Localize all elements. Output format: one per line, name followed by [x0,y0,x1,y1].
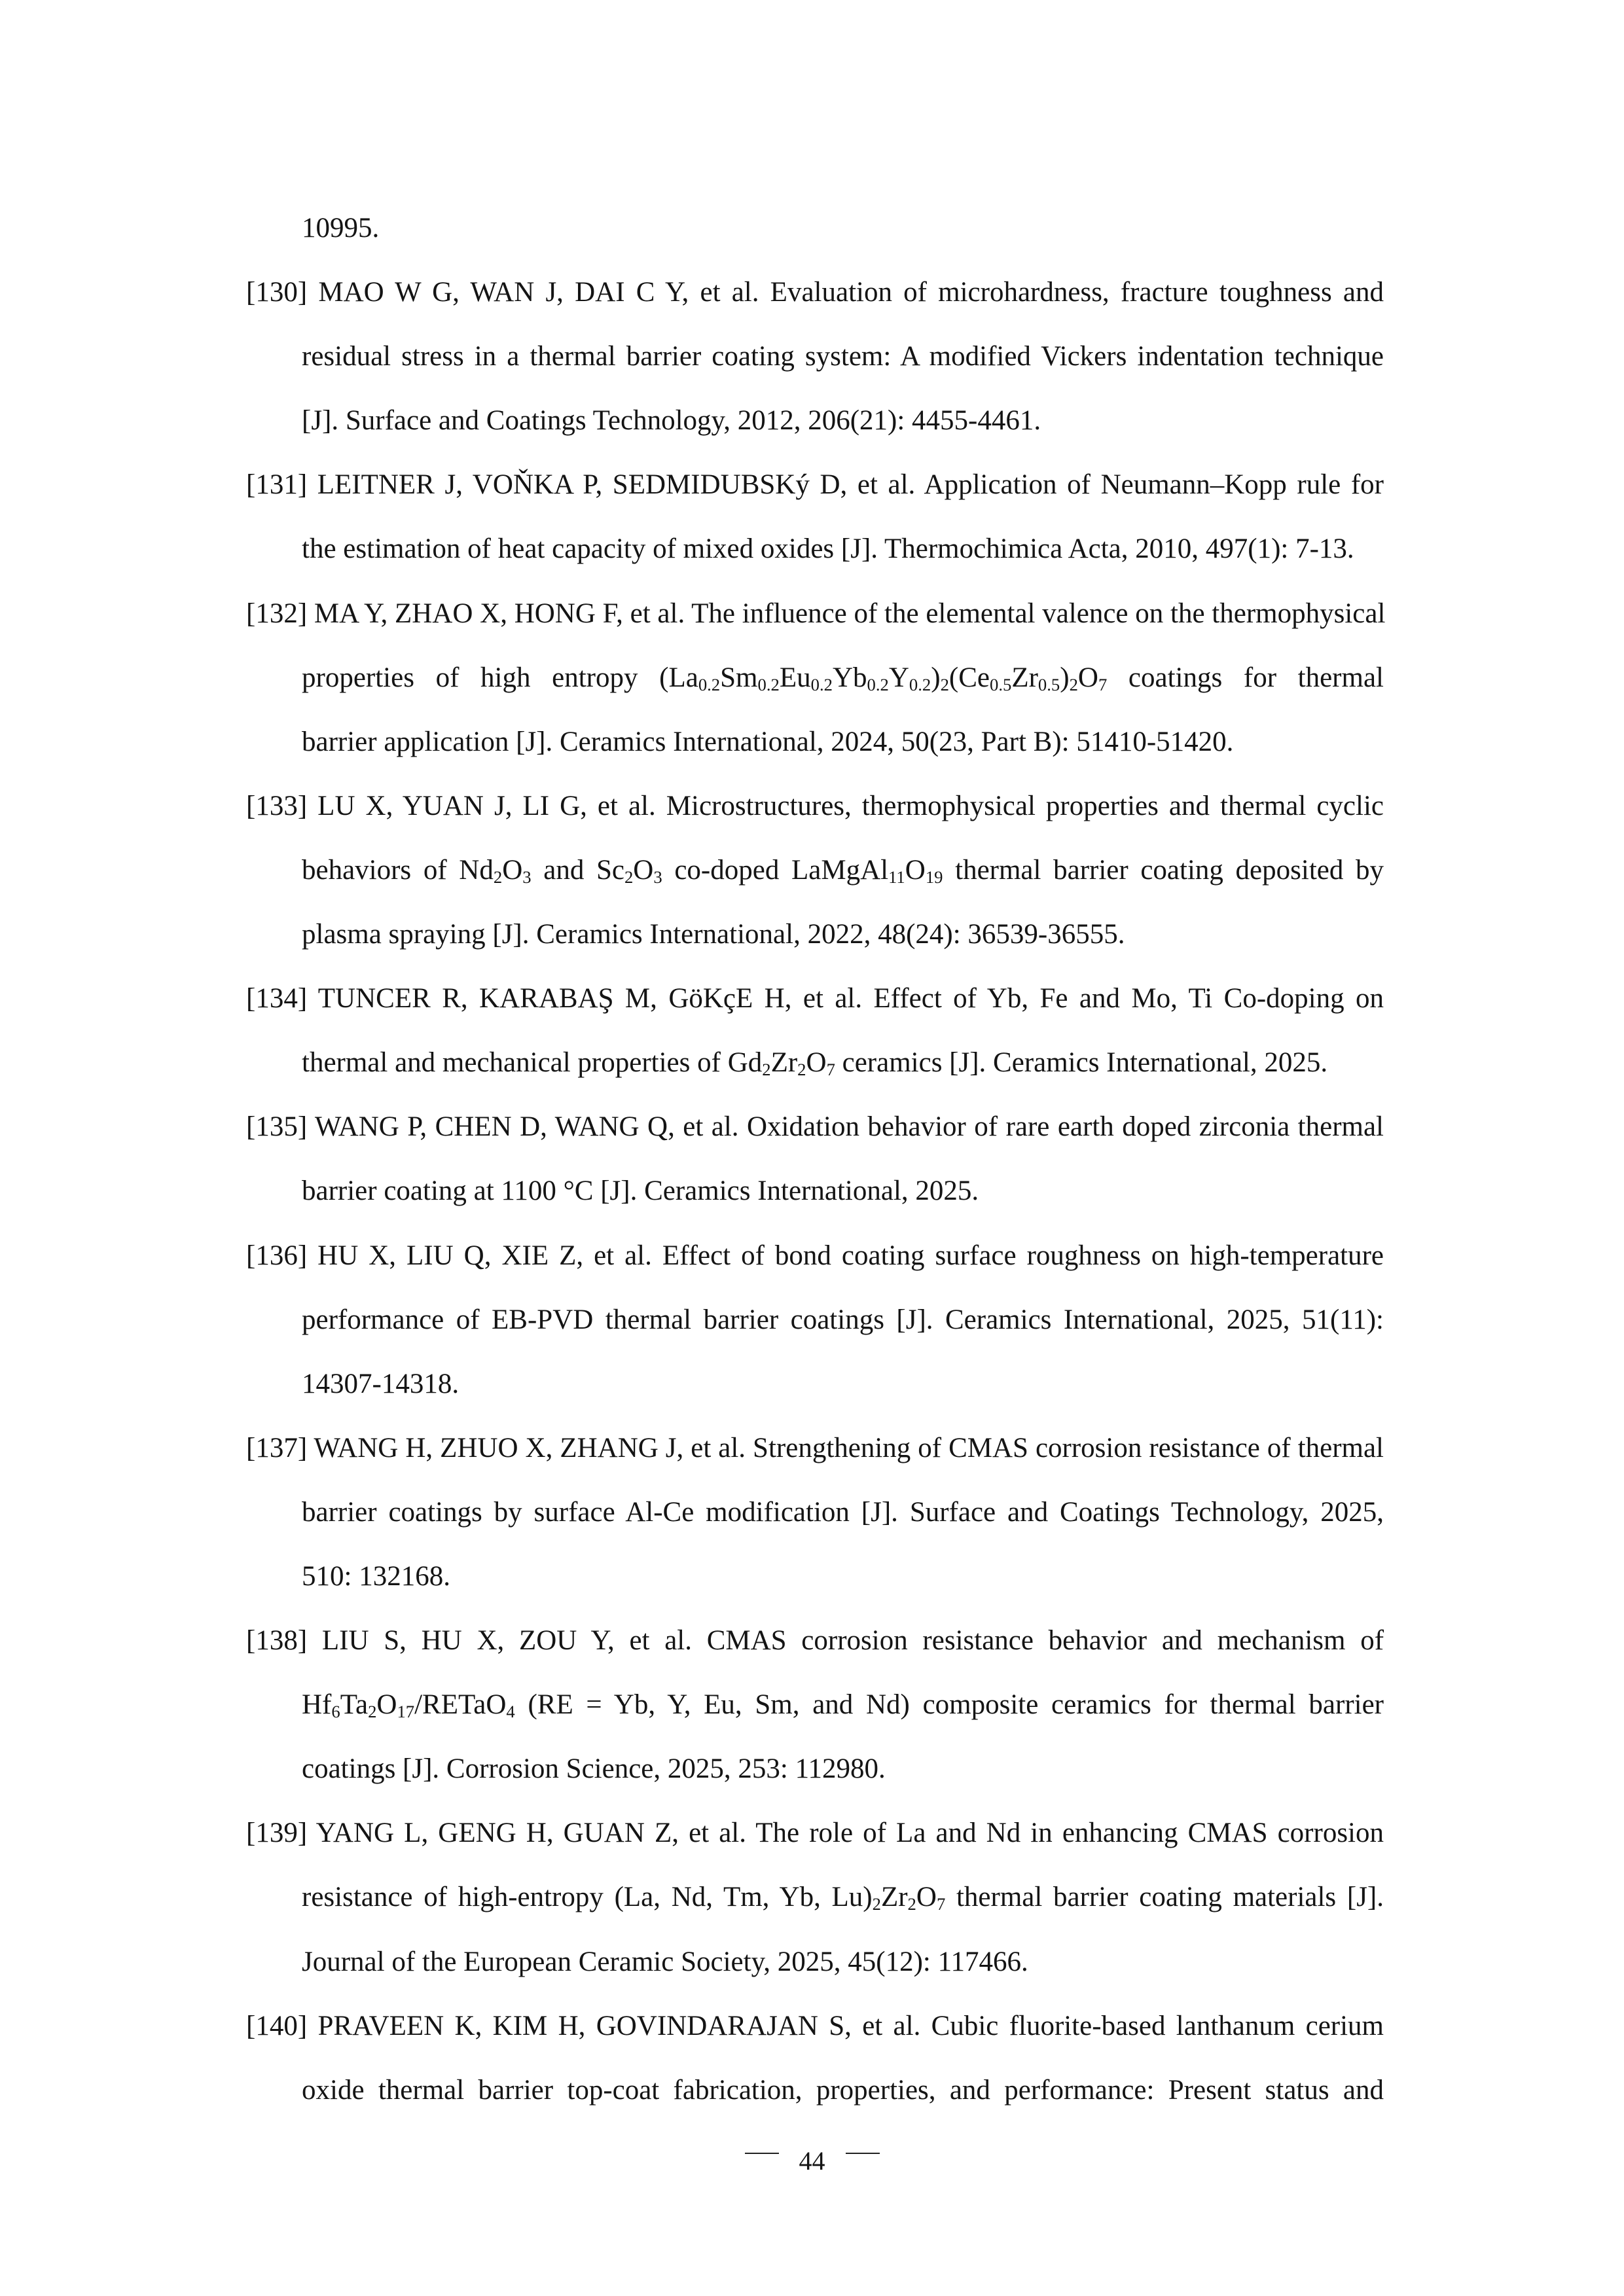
reference-list [246,196,1384,2123]
reference-text: plasma spraying [J]. Ceramics International, 2022, 48(24): 36539-36555. [302,919,1125,950]
reference-text: barrier coatings by surface Al-Ce modification [J]. Surface and Coatings Technology, 2025, [302,1496,1384,1528]
reference-entry [246,582,1384,774]
reference-text: thermal and mechanical properties of Gd [302,1047,763,1079]
reference-text: O [916,1882,937,1913]
reference-text: ) [931,662,941,693]
reference-line [246,582,1384,646]
reference-text: Sm [720,662,758,693]
subscript-text: 7 [1098,674,1108,694]
reference-label: [131] [246,469,308,501]
reference-text: 14307-14318. [302,1368,460,1399]
reference-line [246,838,1384,903]
reference-line [246,1416,1384,1480]
reference-text: WANG P, CHEN D, WANG Q, et al. Oxidation behavior of rare earth doped zirconia thermal [314,1111,1384,1143]
reference-text: ceramics [J]. Ceramics International, 2025. [835,1047,1328,1079]
subscript-text: 11 [888,867,905,887]
page-number: 44 [799,2146,825,2176]
reference-text: LU X, YUAN J, LI G, et al. Microstructures, thermophysical properties and thermal cyclic [317,790,1384,821]
subscript-text: 7 [936,1894,946,1914]
reference-line [246,1095,1384,1159]
page-number-dash-left [745,2153,779,2154]
reference-text: 10995. [302,213,380,243]
reference-line [246,1994,1384,2058]
subscript-text: 2 [1069,674,1078,694]
reference-label: [137] [246,1432,308,1463]
reference-text: coatings [J]. Corrosion Science, 2025, 253: 112980. [302,1753,886,1785]
reference-label: [135] [246,1111,308,1143]
reference-line [246,260,1384,325]
reference-line [246,1159,1384,1223]
reference-text: O [633,854,654,886]
reference-line [246,325,1384,389]
reference-entry [246,1994,1384,2123]
reference-line [246,710,1384,774]
reference-label: [139] [246,1818,308,1849]
subscript-text: 0.5 [1038,674,1060,694]
reference-label: [136] [246,1240,308,1271]
reference-text: Ta [340,1689,369,1721]
reference-text: Eu [779,662,811,693]
reference-text: (Ce [948,662,990,693]
page-footer [0,2145,1624,2178]
reference-line [246,967,1384,1031]
reference-text: Zr [770,1047,798,1079]
reference-text: Zr [1011,662,1038,693]
reference-text: PRAVEEN K, KIM H, GOVINDARAJAN S, et al. Cubic fluorite-based lanthanum cerium [317,2010,1384,2041]
subscript-text: 2 [368,1702,377,1722]
reference-text: /RETaO [414,1689,507,1721]
reference-text: LEITNER J, VOŇKA P, SEDMIDUBSKý D, et al. Application of Neumann–Kopp rule for [317,469,1384,501]
reference-text: 510: 132168. [302,1560,450,1592]
reference-entry [246,1609,1384,1801]
reference-line [246,1224,1384,1288]
reference-line [246,1930,1384,1994]
reference-text: LIU S, HU X, ZOU Y, et al. CMAS corrosion resistance behavior and mechanism of [321,1625,1384,1657]
subscript-text: 2 [624,867,634,887]
reference-text: the estimation of heat capacity of mixed oxides [J]. Thermochimica Acta, 2010, 497(1): 7-13. [302,533,1354,565]
subscript-text: 4 [506,1702,515,1722]
reference-line [246,1031,1384,1095]
reference-text: (RE = Yb, Y, Eu, Sm, and Nd) composite ceramics for thermal barrier [514,1689,1384,1721]
reference-line [246,389,1384,453]
reference-line [246,1609,1384,1673]
subscript-text: 0.2 [810,674,833,694]
reference-text: Journal of the European Ceramic Society, 2025, 45(12): 117466. [302,1946,1028,1977]
reference-entry [246,1416,1384,1609]
reference-text: properties of high entropy (La [302,662,698,693]
reference-label: [133] [246,790,308,821]
reference-text: O [502,854,523,886]
reference-entry [246,196,1384,260]
subscript-text: 2 [797,1060,806,1080]
reference-text: thermal barrier coating materials [J]. [945,1882,1384,1913]
reference-text: behaviors of Nd [302,854,494,886]
reference-line [246,646,1384,710]
reference-line [246,1737,1384,1801]
reference-label: [138] [246,1625,308,1657]
reference-text: MA Y, ZHAO X, HONG F, et al. The influence of the elemental valence on the thermophysical [314,598,1386,629]
subscript-text: 0.2 [698,674,721,694]
reference-entry [246,1224,1384,1416]
reference-text: O [806,1047,827,1079]
reference-text: oxide thermal barrier top-coat fabrication, properties, and performance: Present status and [302,2074,1384,2106]
reference-line [246,2058,1384,2123]
reference-line [246,774,1384,838]
reference-text: and Sc [531,854,624,886]
reference-line [246,1865,1384,1929]
reference-line [246,1545,1384,1609]
reference-text: coatings for thermal [1107,662,1384,693]
reference-label: [140] [246,2010,308,2041]
reference-line [246,196,1384,260]
subscript-text: 2 [762,1060,771,1080]
reference-line [246,1352,1384,1416]
reference-text: barrier application [J]. Ceramics International, 2024, 50(23, Part B): 51410-51420. [302,726,1234,757]
reference-entry [246,260,1384,453]
reference-text: Zr [880,1882,908,1913]
reference-text: co-doped LaMgAl [662,854,889,886]
reference-entry [246,967,1384,1095]
reference-line [246,1673,1384,1737]
reference-entry [246,453,1384,581]
subscript-text: 3 [653,867,662,887]
subscript-text: 0.2 [867,674,889,694]
reference-text: ) [1060,662,1070,693]
reference-line [246,1288,1384,1352]
subscript-text: 0.2 [757,674,780,694]
subscript-text: 2 [940,674,949,694]
reference-label: [134] [246,983,308,1014]
reference-text: barrier coating at 1100 °C [J]. Ceramics International, 2025. [302,1175,979,1207]
reference-text: performance of EB-PVD thermal barrier coatings [J]. Ceramics International, 2025, 51(11): [302,1304,1384,1335]
reference-text: MAO W G, WAN J, DAI C Y, et al. Evaluation of microhardness, fracture toughness and [318,277,1384,308]
reference-text: WANG H, ZHUO X, ZHANG J, et al. Strengthening of CMAS corrosion resistance of thermal [314,1432,1384,1463]
reference-text: O [376,1689,397,1721]
reference-text: O [905,854,926,886]
subscript-text: 19 [925,867,943,887]
reference-entry [246,1095,1384,1223]
reference-text: Yb [832,662,867,693]
reference-entry [246,1801,1384,1994]
reference-text: resistance of high-entropy (La, Nd, Tm, Yb, Lu) [302,1882,873,1913]
reference-text: HU X, LIU Q, XIE Z, et al. Effect of bond coating surface roughness on high-temperature [317,1240,1384,1271]
reference-line [246,517,1384,581]
subscript-text: 6 [331,1702,340,1722]
reference-text: TUNCER R, KARABAŞ M, GöKçE H, et al. Effect of Yb, Fe and Mo, Ti Co-doping on [317,983,1384,1014]
reference-text: O [1077,662,1098,693]
reference-text: [J]. Surface and Coatings Technology, 2012, 206(21): 4455-4461. [302,405,1041,437]
reference-label: [132] [246,598,308,629]
page-number-dash-right [846,2153,880,2154]
subscript-text: 3 [522,867,532,887]
reference-label: [130] [246,277,308,308]
subscript-text: 7 [826,1060,835,1080]
subscript-text: 2 [907,1894,916,1914]
subscript-text: 0.2 [909,674,931,694]
reference-text: YANG L, GENG H, GUAN Z, et al. The role of La and Nd in enhancing CMAS corrosion [316,1818,1384,1849]
reference-line [246,1480,1384,1545]
reference-text: Y [888,662,909,693]
reference-line [246,453,1384,517]
reference-line [246,1801,1384,1865]
reference-text: residual stress in a thermal barrier coating system: A modified Vickers indentation technique [302,341,1384,372]
reference-entry [246,774,1384,967]
subscript-text: 17 [397,1702,415,1722]
reference-line [246,903,1384,967]
reference-text: Hf [302,1689,332,1721]
reference-text: thermal barrier coating deposited by [943,854,1384,886]
subscript-text: 0.5 [989,674,1012,694]
subscript-text: 2 [493,867,503,887]
subscript-text: 2 [872,1894,881,1914]
